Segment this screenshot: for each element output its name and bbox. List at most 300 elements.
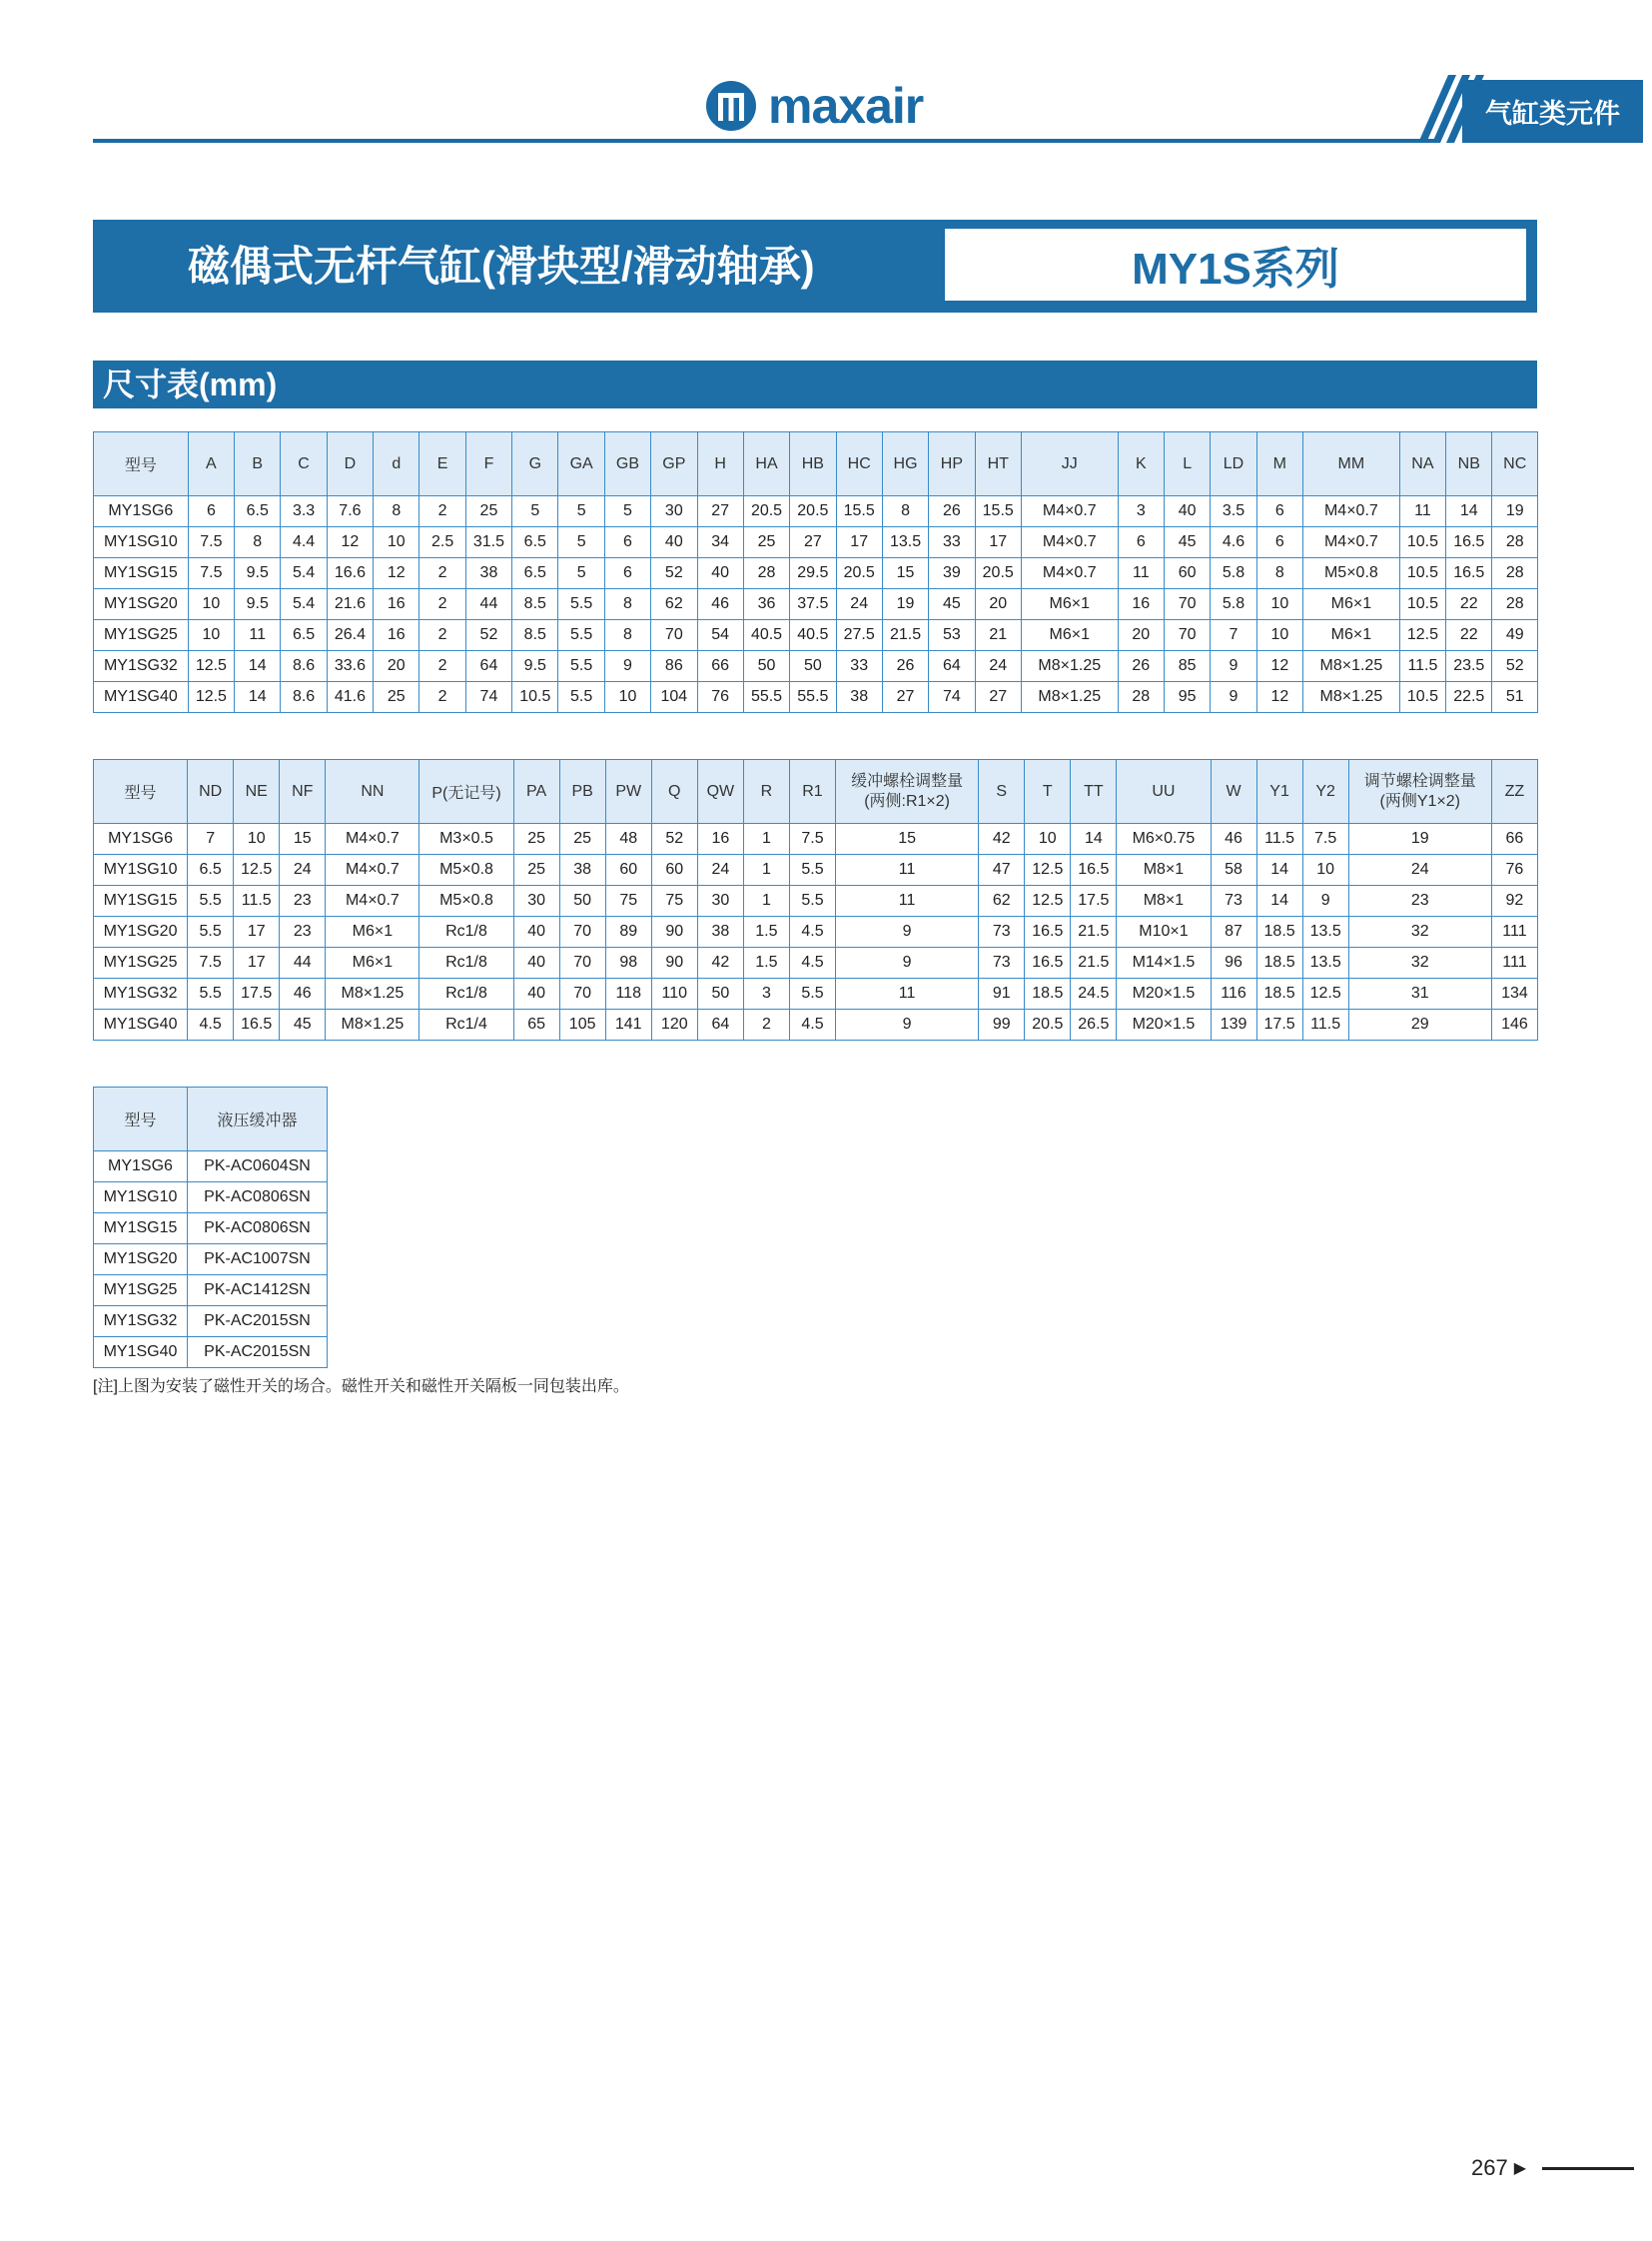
table-cell: 34 bbox=[697, 527, 743, 558]
table-cell: 120 bbox=[651, 1010, 697, 1041]
table-cell: 38 bbox=[697, 917, 743, 948]
table-cell: 15.5 bbox=[836, 496, 882, 527]
table-cell: M8×1.25 bbox=[326, 1010, 419, 1041]
table-cell: 21.5 bbox=[882, 620, 928, 651]
table-cell: M5×0.8 bbox=[419, 855, 513, 886]
table-cell: 66 bbox=[697, 651, 743, 682]
table-row bbox=[94, 1337, 328, 1368]
table-cell: 7.5 bbox=[188, 558, 234, 589]
table-cell: 4.5 bbox=[188, 1010, 234, 1041]
model-cell: MY1SG6 bbox=[94, 496, 189, 527]
table-cell: 65 bbox=[513, 1010, 559, 1041]
table-cell: 30 bbox=[697, 886, 743, 917]
table-cell: 5.5 bbox=[188, 886, 234, 917]
table-cell: M4×0.7 bbox=[1021, 496, 1118, 527]
table-cell: 29 bbox=[1348, 1010, 1491, 1041]
table-cell: 19 bbox=[882, 589, 928, 620]
table-cell: 5 bbox=[558, 558, 604, 589]
table-cell: 38 bbox=[836, 682, 882, 713]
table-cell: 4.4 bbox=[281, 527, 327, 558]
table-cell: 47 bbox=[979, 855, 1025, 886]
table-cell: 11 bbox=[1118, 558, 1164, 589]
table-cell: 16.5 bbox=[1025, 917, 1071, 948]
table-cell: 10.5 bbox=[1399, 527, 1445, 558]
table-row bbox=[94, 1275, 328, 1306]
table-cell: 2 bbox=[419, 651, 465, 682]
table-cell: 3 bbox=[743, 979, 789, 1010]
table-cell: 7.5 bbox=[188, 527, 234, 558]
table-cell: 18.5 bbox=[1256, 948, 1302, 979]
table-cell: 9.5 bbox=[512, 651, 558, 682]
table-cell: 11 bbox=[235, 620, 281, 651]
table-cell: 26 bbox=[882, 651, 928, 682]
table-cell: 45 bbox=[280, 1010, 326, 1041]
table-cell: 14 bbox=[1071, 824, 1117, 855]
table-cell: 16 bbox=[697, 824, 743, 855]
table-cell: Rc1/8 bbox=[419, 979, 513, 1010]
table-cell: 50 bbox=[790, 651, 836, 682]
table-cell: 8 bbox=[604, 620, 650, 651]
table-cell: 28 bbox=[1492, 589, 1538, 620]
table-row bbox=[94, 527, 1538, 558]
table-cell: 6 bbox=[1256, 496, 1302, 527]
column-header: HG bbox=[882, 432, 928, 496]
table-cell: 118 bbox=[605, 979, 651, 1010]
table-cell: 46 bbox=[697, 589, 743, 620]
table-cell: 33.6 bbox=[327, 651, 373, 682]
table-cell: 11 bbox=[1399, 496, 1445, 527]
table-cell: 9 bbox=[1302, 886, 1348, 917]
table-cell: 55.5 bbox=[790, 682, 836, 713]
table-cell: 5.5 bbox=[789, 855, 835, 886]
table-cell: 52 bbox=[1492, 651, 1538, 682]
table-cell: 33 bbox=[836, 651, 882, 682]
table-cell: 17.5 bbox=[1071, 886, 1117, 917]
table-cell: 5.4 bbox=[281, 558, 327, 589]
table-cell: 5.5 bbox=[188, 917, 234, 948]
column-header: HA bbox=[743, 432, 789, 496]
table-cell: 7 bbox=[1211, 620, 1256, 651]
table-cell: 5.5 bbox=[558, 620, 604, 651]
table-cell: 40 bbox=[697, 558, 743, 589]
table-cell: Rc1/4 bbox=[419, 1010, 513, 1041]
table-cell: 10 bbox=[1302, 855, 1348, 886]
table-cell: 20.5 bbox=[1025, 1010, 1071, 1041]
table-cell: 1.5 bbox=[743, 948, 789, 979]
table-cell: 6 bbox=[604, 527, 650, 558]
table-cell: 20 bbox=[1118, 620, 1164, 651]
column-header: Y2 bbox=[1302, 760, 1348, 824]
table-cell: 14 bbox=[235, 651, 281, 682]
table-cell: 16.6 bbox=[327, 558, 373, 589]
table-cell: M8×1.25 bbox=[1021, 651, 1118, 682]
table-cell: 4.5 bbox=[789, 1010, 835, 1041]
table-cell: 20.5 bbox=[836, 558, 882, 589]
table-cell: 10 bbox=[604, 682, 650, 713]
table-cell: 87 bbox=[1211, 917, 1256, 948]
column-header: MM bbox=[1303, 432, 1400, 496]
page-number bbox=[1471, 2155, 1526, 2181]
table-cell: 16 bbox=[1118, 589, 1164, 620]
table-cell: 23.5 bbox=[1446, 651, 1492, 682]
table-cell: 64 bbox=[929, 651, 975, 682]
table-cell: 15 bbox=[280, 824, 326, 855]
table-cell: 6 bbox=[1256, 527, 1302, 558]
table-cell: 17 bbox=[234, 948, 280, 979]
column-header: ND bbox=[188, 760, 234, 824]
column-header: GA bbox=[558, 432, 604, 496]
table-cell: 17.5 bbox=[234, 979, 280, 1010]
table-cell: 46 bbox=[1211, 824, 1256, 855]
table-cell: 8 bbox=[374, 496, 419, 527]
section-heading: 尺寸表(mm) bbox=[93, 361, 1537, 408]
table-cell: 18.5 bbox=[1256, 917, 1302, 948]
column-header: NB bbox=[1446, 432, 1492, 496]
dimension-table-2 bbox=[93, 759, 1538, 1041]
column-header: NN bbox=[326, 760, 419, 824]
model-cell: MY1SG25 bbox=[94, 1275, 188, 1306]
table-cell: 26.5 bbox=[1071, 1010, 1117, 1041]
table-cell: 12.5 bbox=[1302, 979, 1348, 1010]
table-cell: 1 bbox=[743, 855, 789, 886]
table-cell: 14 bbox=[235, 682, 281, 713]
table-cell: 7.6 bbox=[327, 496, 373, 527]
table-cell: PK-AC1007SN bbox=[188, 1244, 328, 1275]
column-header: NA bbox=[1399, 432, 1445, 496]
brand-name: maxair bbox=[768, 78, 924, 134]
table-cell: 16 bbox=[374, 620, 419, 651]
table-cell: 2 bbox=[419, 682, 465, 713]
table-cell: 20.5 bbox=[743, 496, 789, 527]
table-cell: 12 bbox=[327, 527, 373, 558]
table-row bbox=[94, 1244, 328, 1275]
table-cell: 12.5 bbox=[1025, 886, 1071, 917]
column-header: 型号 bbox=[94, 1088, 188, 1151]
table-cell: 8 bbox=[882, 496, 928, 527]
column-header: TT bbox=[1071, 760, 1117, 824]
table-cell: 44 bbox=[280, 948, 326, 979]
model-cell: MY1SG10 bbox=[94, 855, 188, 886]
table-cell: 45 bbox=[1164, 527, 1210, 558]
column-header: G bbox=[512, 432, 558, 496]
table-cell: 6.5 bbox=[281, 620, 327, 651]
table-row bbox=[94, 948, 1538, 979]
table-cell: M4×0.7 bbox=[326, 886, 419, 917]
model-cell: MY1SG20 bbox=[94, 1244, 188, 1275]
table-cell: PK-AC0806SN bbox=[188, 1213, 328, 1244]
table-cell: 16.5 bbox=[1071, 855, 1117, 886]
column-header: HP bbox=[929, 432, 975, 496]
table-cell: PK-AC0604SN bbox=[188, 1151, 328, 1182]
column-header: D bbox=[327, 432, 373, 496]
column-header: E bbox=[419, 432, 465, 496]
model-cell: MY1SG10 bbox=[94, 1182, 188, 1213]
table-cell: 11.5 bbox=[1302, 1010, 1348, 1041]
table-cell: 111 bbox=[1491, 948, 1537, 979]
table-cell: 10 bbox=[1256, 589, 1302, 620]
table-cell: 60 bbox=[605, 855, 651, 886]
table-cell: 111 bbox=[1491, 917, 1537, 948]
table-cell: 66 bbox=[1491, 824, 1537, 855]
table-cell: 6.5 bbox=[235, 496, 281, 527]
table-cell: 12.5 bbox=[1025, 855, 1071, 886]
table-cell: 146 bbox=[1491, 1010, 1537, 1041]
column-header: C bbox=[281, 432, 327, 496]
table-header-row bbox=[94, 1088, 328, 1151]
table-cell: 30 bbox=[513, 886, 559, 917]
table-cell: 64 bbox=[465, 651, 511, 682]
column-header: LD bbox=[1211, 432, 1256, 496]
table-cell: 25 bbox=[513, 855, 559, 886]
table-cell: 73 bbox=[979, 917, 1025, 948]
table-cell: 16.5 bbox=[1446, 527, 1492, 558]
table-cell: 50 bbox=[559, 886, 605, 917]
table-cell: 25 bbox=[559, 824, 605, 855]
table-cell: 8.6 bbox=[281, 651, 327, 682]
table-cell: 36 bbox=[743, 589, 789, 620]
model-cell: MY1SG20 bbox=[94, 589, 189, 620]
table-cell: 21.5 bbox=[1071, 917, 1117, 948]
table-cell: PK-AC2015SN bbox=[188, 1337, 328, 1368]
table-cell: M6×1 bbox=[1303, 589, 1400, 620]
table-cell: 73 bbox=[979, 948, 1025, 979]
brand-logo bbox=[704, 76, 923, 136]
table-cell: 27 bbox=[697, 496, 743, 527]
table-cell: 25 bbox=[374, 682, 419, 713]
table-cell: 9 bbox=[604, 651, 650, 682]
table-cell: 1 bbox=[743, 824, 789, 855]
table-cell: 2 bbox=[419, 589, 465, 620]
table-cell: 13.5 bbox=[1302, 917, 1348, 948]
table-cell: 2 bbox=[419, 558, 465, 589]
table-cell: 52 bbox=[651, 558, 697, 589]
table-cell: 14 bbox=[1256, 855, 1302, 886]
table-cell: 4.6 bbox=[1211, 527, 1256, 558]
column-header: F bbox=[465, 432, 511, 496]
table-cell: 8 bbox=[235, 527, 281, 558]
table-cell: 12.5 bbox=[188, 682, 234, 713]
table-cell: 26.4 bbox=[327, 620, 373, 651]
table-cell: 9 bbox=[836, 948, 979, 979]
table-cell: 116 bbox=[1211, 979, 1256, 1010]
column-header: ZZ bbox=[1491, 760, 1537, 824]
table-cell: 15 bbox=[882, 558, 928, 589]
table-row bbox=[94, 1306, 328, 1337]
model-cell: MY1SG6 bbox=[94, 824, 188, 855]
model-cell: MY1SG20 bbox=[94, 917, 188, 948]
table-cell: 22 bbox=[1446, 589, 1492, 620]
table-cell: 10 bbox=[188, 620, 234, 651]
table-cell: 5.4 bbox=[281, 589, 327, 620]
table-cell: 6 bbox=[188, 496, 234, 527]
column-header: 型号 bbox=[94, 432, 189, 496]
table-cell: 91 bbox=[979, 979, 1025, 1010]
table-cell: M14×1.5 bbox=[1117, 948, 1211, 979]
table-row bbox=[94, 558, 1538, 589]
table-cell: 7.5 bbox=[1302, 824, 1348, 855]
table-cell: 9 bbox=[1211, 682, 1256, 713]
table-cell: 16.5 bbox=[234, 1010, 280, 1041]
column-header: HT bbox=[975, 432, 1021, 496]
table-cell: 64 bbox=[697, 1010, 743, 1041]
column-header: NE bbox=[234, 760, 280, 824]
table-cell: 18.5 bbox=[1025, 979, 1071, 1010]
table-cell: 11.5 bbox=[1256, 824, 1302, 855]
table-cell: 11.5 bbox=[234, 886, 280, 917]
column-header: NF bbox=[280, 760, 326, 824]
table-cell: 10 bbox=[188, 589, 234, 620]
dimension-table-1 bbox=[93, 431, 1538, 713]
table-cell: 5.8 bbox=[1211, 589, 1256, 620]
model-cell: MY1SG25 bbox=[94, 948, 188, 979]
table-cell: 7 bbox=[188, 824, 234, 855]
table-cell: 24 bbox=[1348, 855, 1491, 886]
table-cell: 74 bbox=[929, 682, 975, 713]
table-cell: 15.5 bbox=[975, 496, 1021, 527]
table-cell: 24 bbox=[975, 651, 1021, 682]
column-header: S bbox=[979, 760, 1025, 824]
table-cell: 44 bbox=[465, 589, 511, 620]
table-cell: 22.5 bbox=[1446, 682, 1492, 713]
table-row bbox=[94, 1182, 328, 1213]
table-cell: 90 bbox=[651, 917, 697, 948]
table-cell: 99 bbox=[979, 1010, 1025, 1041]
table-cell: 32 bbox=[1348, 948, 1491, 979]
table-cell: 73 bbox=[1211, 886, 1256, 917]
column-header: d bbox=[374, 432, 419, 496]
model-cell: MY1SG40 bbox=[94, 1010, 188, 1041]
column-header: 型号 bbox=[94, 760, 188, 824]
column-header: A bbox=[188, 432, 234, 496]
table-cell: 24 bbox=[697, 855, 743, 886]
table-cell: 24 bbox=[836, 589, 882, 620]
table-row bbox=[94, 824, 1538, 855]
table-cell: 23 bbox=[1348, 886, 1491, 917]
table-cell: 3.5 bbox=[1211, 496, 1256, 527]
table-cell: M5×0.8 bbox=[1303, 558, 1400, 589]
table-cell: 29.5 bbox=[790, 558, 836, 589]
table-cell: 25 bbox=[465, 496, 511, 527]
model-cell: MY1SG32 bbox=[94, 1306, 188, 1337]
page-number-text: 267 bbox=[1471, 2155, 1508, 2180]
table-cell: 70 bbox=[1164, 620, 1210, 651]
table-cell: 75 bbox=[651, 886, 697, 917]
column-header: P(无记号) bbox=[419, 760, 513, 824]
table-cell: 12 bbox=[374, 558, 419, 589]
table-cell: M8×1.25 bbox=[1021, 682, 1118, 713]
table-cell: 27.5 bbox=[836, 620, 882, 651]
table-cell: 60 bbox=[1164, 558, 1210, 589]
table-cell: 19 bbox=[1348, 824, 1491, 855]
table-cell: 40 bbox=[1164, 496, 1210, 527]
table-cell: 20 bbox=[975, 589, 1021, 620]
table-cell: 5.5 bbox=[188, 979, 234, 1010]
table-cell: 28 bbox=[743, 558, 789, 589]
table-cell: 30 bbox=[651, 496, 697, 527]
table-row bbox=[94, 1010, 1538, 1041]
table-cell: 20.5 bbox=[975, 558, 1021, 589]
table-cell: 70 bbox=[651, 620, 697, 651]
category-tab: 气缸类元件 bbox=[1462, 80, 1643, 143]
table-cell: M4×0.7 bbox=[1021, 527, 1118, 558]
column-header: 缓冲螺栓调整量 (两侧:R1×2) bbox=[836, 760, 979, 824]
table-cell: 5.5 bbox=[789, 886, 835, 917]
table-cell: 25 bbox=[743, 527, 789, 558]
column-header: 调节螺栓调整量 (两侧Y1×2) bbox=[1348, 760, 1491, 824]
table-cell: 58 bbox=[1211, 855, 1256, 886]
table-cell: 5.5 bbox=[789, 979, 835, 1010]
table-cell: M20×1.5 bbox=[1117, 1010, 1211, 1041]
table-cell: 16.5 bbox=[1446, 558, 1492, 589]
table-cell: 27 bbox=[790, 527, 836, 558]
table-cell: 51 bbox=[1492, 682, 1538, 713]
table-cell: 15 bbox=[836, 824, 979, 855]
table-cell: 98 bbox=[605, 948, 651, 979]
table-cell: 40.5 bbox=[790, 620, 836, 651]
column-header: HB bbox=[790, 432, 836, 496]
table-header-row bbox=[94, 432, 1538, 496]
column-header: HC bbox=[836, 432, 882, 496]
column-header: NC bbox=[1492, 432, 1538, 496]
table-cell: 89 bbox=[605, 917, 651, 948]
table-cell: 8 bbox=[1256, 558, 1302, 589]
table-cell: PK-AC1412SN bbox=[188, 1275, 328, 1306]
table-cell: 9 bbox=[1211, 651, 1256, 682]
table-cell: 5.5 bbox=[558, 651, 604, 682]
table-cell: 7.5 bbox=[188, 948, 234, 979]
model-cell: MY1SG40 bbox=[94, 682, 189, 713]
table-cell: M6×1 bbox=[1021, 620, 1118, 651]
table-cell: 96 bbox=[1211, 948, 1256, 979]
column-header: R bbox=[743, 760, 789, 824]
table-cell: 4.5 bbox=[789, 917, 835, 948]
table-cell: 1.5 bbox=[743, 917, 789, 948]
column-header: PB bbox=[559, 760, 605, 824]
table-cell: 13.5 bbox=[882, 527, 928, 558]
table-cell: 21.5 bbox=[1071, 948, 1117, 979]
table-cell: 16 bbox=[374, 589, 419, 620]
table-cell: 12 bbox=[1256, 682, 1302, 713]
table-cell: 52 bbox=[465, 620, 511, 651]
table-cell: 2 bbox=[419, 496, 465, 527]
table-cell: Rc1/8 bbox=[419, 948, 513, 979]
table-cell: 37.5 bbox=[790, 589, 836, 620]
table-cell: 8.6 bbox=[281, 682, 327, 713]
table-cell: 17 bbox=[234, 917, 280, 948]
table-cell: 9.5 bbox=[235, 589, 281, 620]
table-cell: 10.5 bbox=[512, 682, 558, 713]
table-cell: 55.5 bbox=[743, 682, 789, 713]
table-cell: 10.5 bbox=[1399, 682, 1445, 713]
column-header: 液压缓冲器 bbox=[188, 1088, 328, 1151]
table-cell: 42 bbox=[979, 824, 1025, 855]
model-cell: MY1SG25 bbox=[94, 620, 189, 651]
table-cell: 23 bbox=[280, 886, 326, 917]
table-cell: 14 bbox=[1446, 496, 1492, 527]
table-cell: 5 bbox=[558, 496, 604, 527]
column-header: GB bbox=[604, 432, 650, 496]
table-cell: 40 bbox=[513, 979, 559, 1010]
table-cell: M6×1 bbox=[1021, 589, 1118, 620]
table-cell: 60 bbox=[651, 855, 697, 886]
page-title: 磁偶式无杆气缸(滑块型/滑动轴承) bbox=[188, 243, 815, 290]
table-cell: 5 bbox=[604, 496, 650, 527]
table-cell: M4×0.7 bbox=[1021, 558, 1118, 589]
column-header: B bbox=[235, 432, 281, 496]
table-cell: 74 bbox=[465, 682, 511, 713]
table-cell: 141 bbox=[605, 1010, 651, 1041]
table-cell: 24.5 bbox=[1071, 979, 1117, 1010]
